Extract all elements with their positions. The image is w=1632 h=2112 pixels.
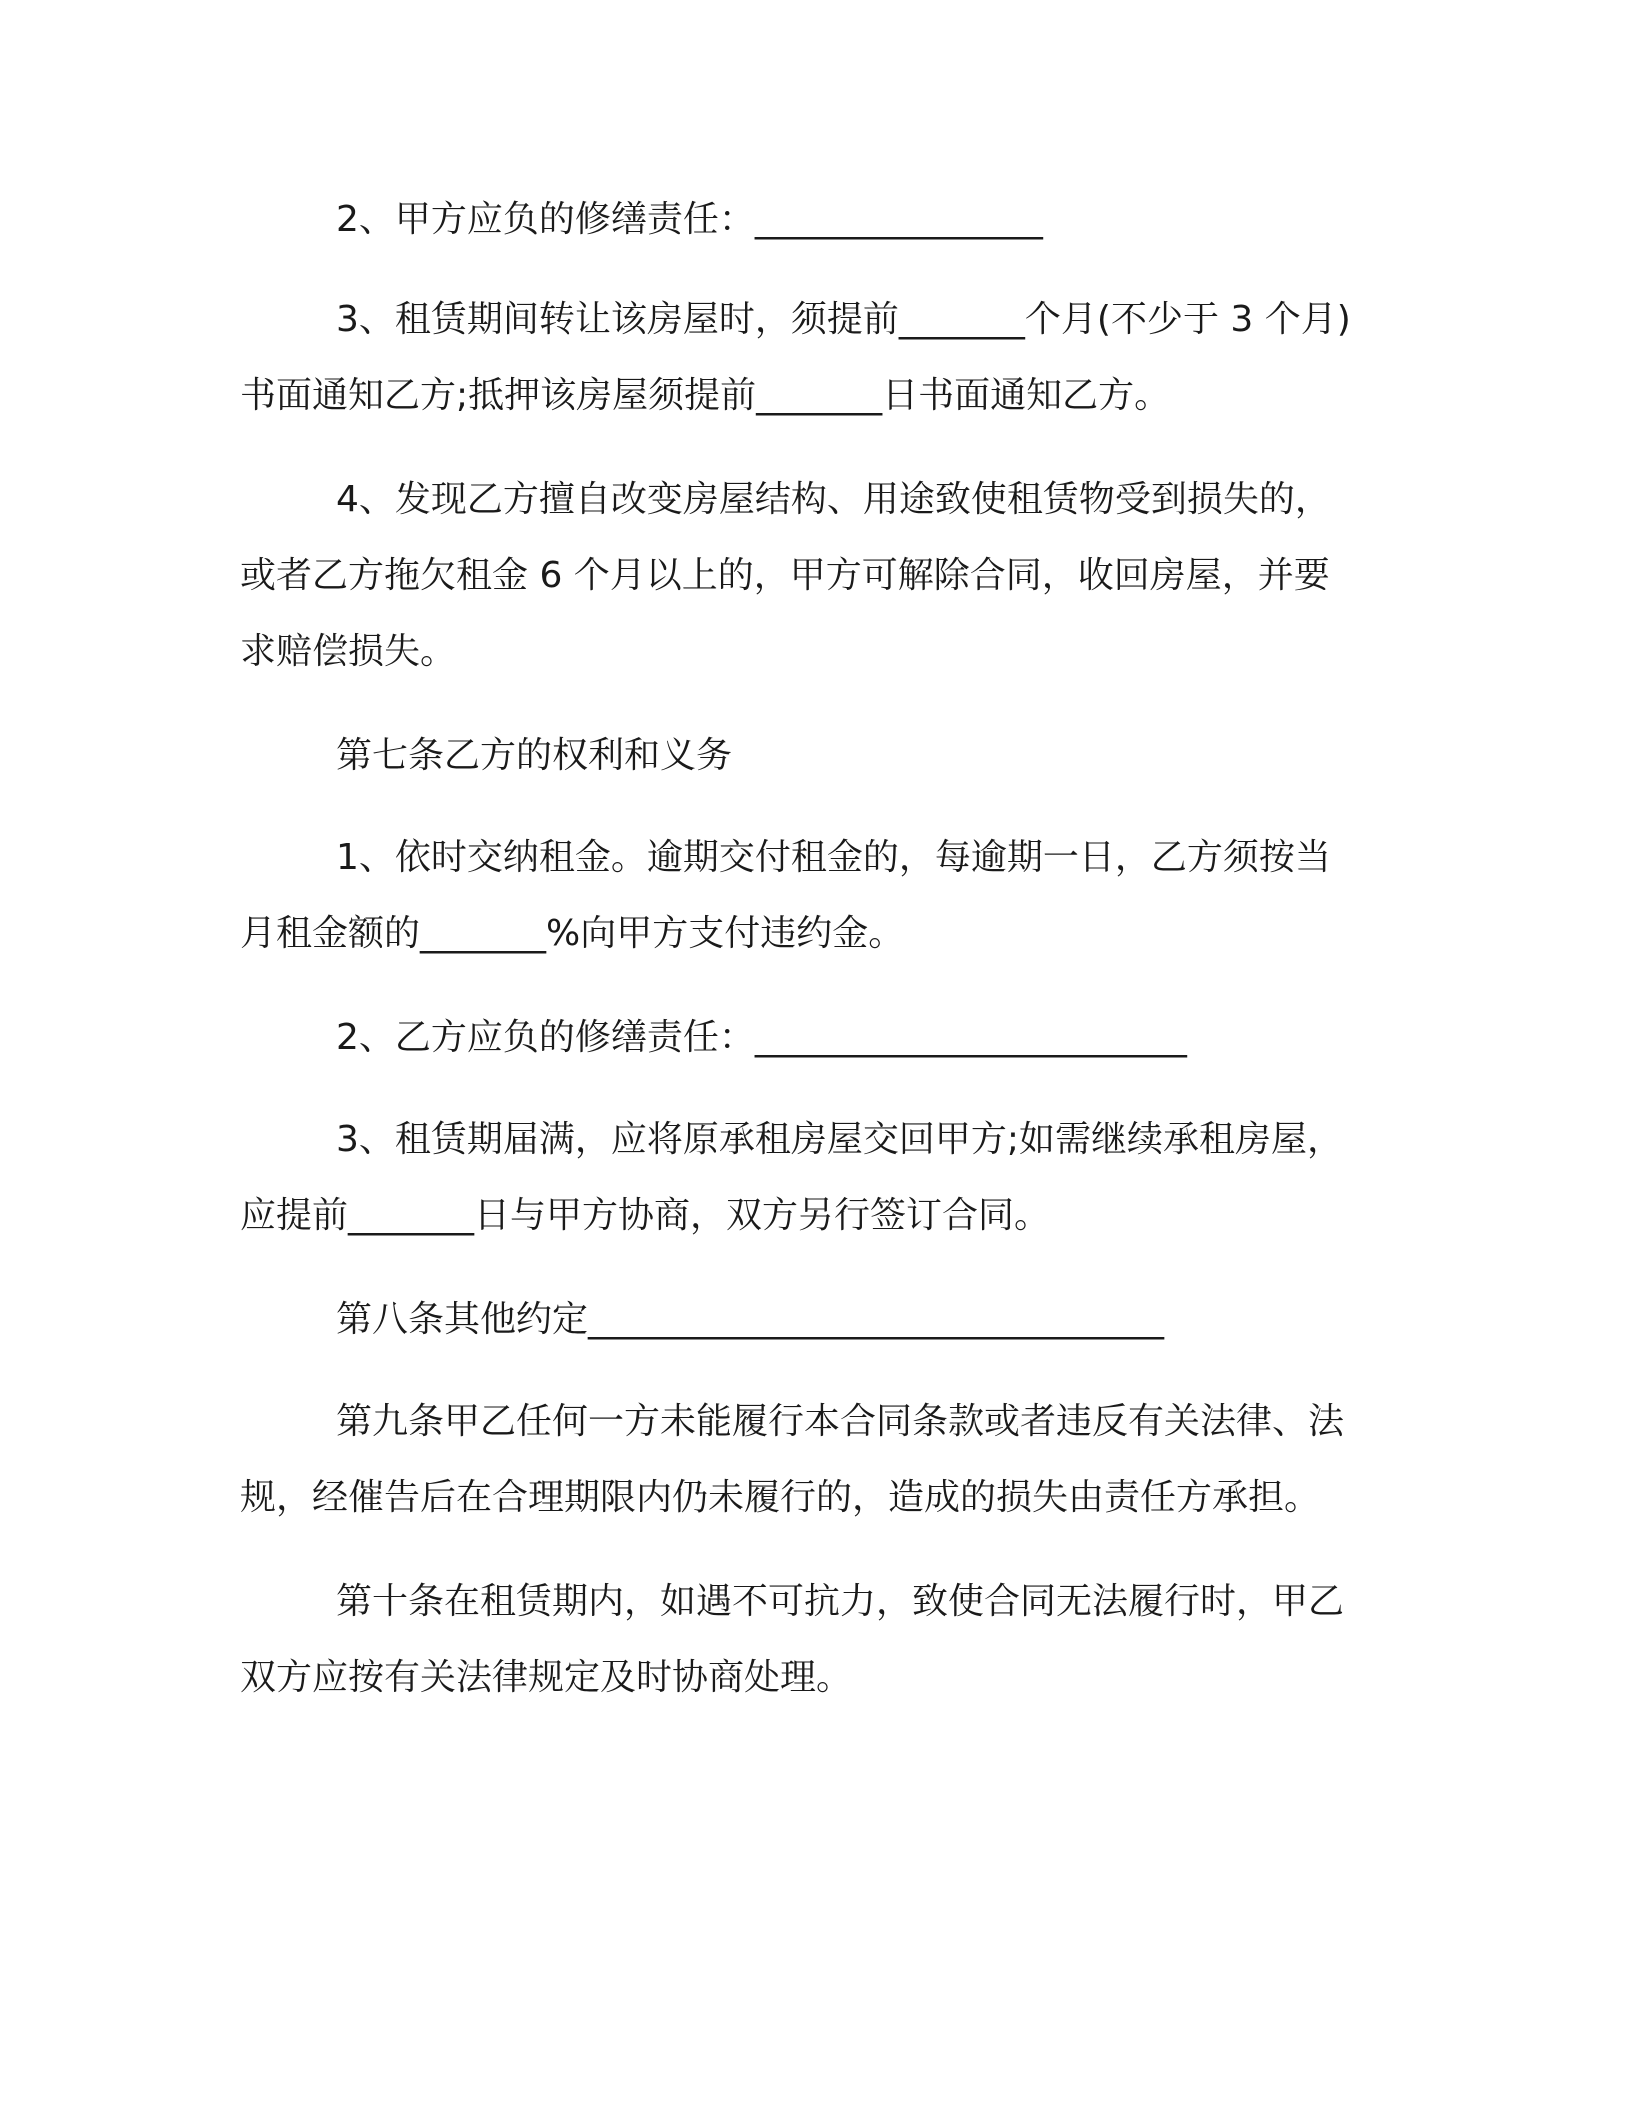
paragraph-line: 3、租赁期间转让该房屋时，须提前_______个月(不少于 3 个月) xyxy=(336,299,1351,340)
paragraph-line: 3、租赁期届满，应将原承租房屋交回甲方;如需继续承租房屋， xyxy=(336,1119,1344,1160)
section-heading: 第八条其他约定________________________________ xyxy=(336,1299,1165,1340)
paragraph-line: 1、依时交纳租金。逾期交付租金的，每逾期一日，乙方须按当 xyxy=(336,837,1331,878)
paragraph-line: 或者乙方拖欠租金 6 个月以上的，甲方可解除合同，收回房屋，并要 xyxy=(240,555,1330,596)
paragraph-line: 2、甲方应负的修缮责任：________________ xyxy=(336,199,1043,240)
paragraph-line: 第十条在租赁期内，如遇不可抗力，致使合同无法履行时，甲乙 xyxy=(336,1581,1345,1622)
paragraph-line: 书面通知乙方;抵押该房屋须提前_______日书面通知乙方。 xyxy=(240,375,1171,416)
section-heading: 第七条乙方的权利和义务 xyxy=(336,735,733,776)
paragraph-line: 2、乙方应负的修缮责任：________________________ xyxy=(336,1017,1187,1058)
paragraph-line: 4、发现乙方擅自改变房屋结构、用途致使租赁物受到损失的， xyxy=(336,479,1331,520)
paragraph-line: 规，经催告后在合理期限内仍未履行的，造成的损失由责任方承担。 xyxy=(240,1477,1321,1518)
paragraph-line: 双方应按有关法律规定及时协商处理。 xyxy=(240,1657,853,1698)
paragraph-line: 求赔偿损失。 xyxy=(240,631,457,672)
paragraph-line: 应提前_______日与甲方协商，双方另行签订合同。 xyxy=(240,1195,1051,1236)
paragraph-line: 第九条甲乙任何一方未能履行本合同条款或者违反有关法律、法 xyxy=(336,1401,1345,1442)
paragraph-line: 月租金额的_______%向甲方支付违约金。 xyxy=(240,913,905,954)
